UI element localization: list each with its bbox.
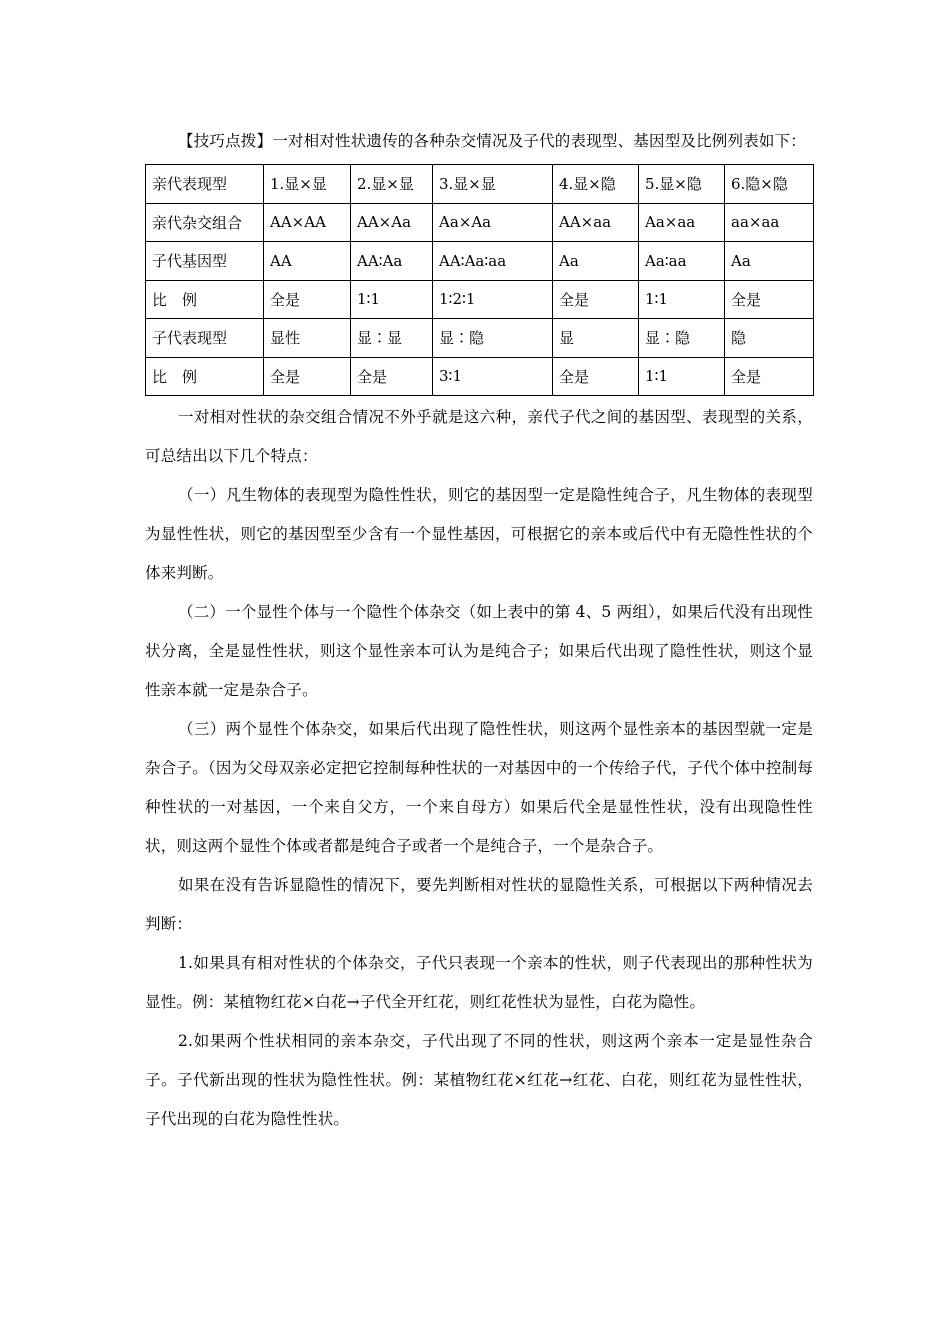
summary-paragraph: 一对相对性状的杂交组合情况不外乎就是这六种，亲代子代之间的基因型、表现型的关系，可总结出以下几个特点： [145,408,813,465]
table-cell: 1∶2∶1 [433,280,553,319]
genotype-table [145,164,814,396]
table-cell: 1.显×显 [264,165,351,204]
table-cell: 隐 [725,319,814,358]
table-cell: 全是 [264,357,351,396]
table-cell: 5.显×隐 [639,165,725,204]
rule-one-paragraph: 1.如果具有相对性状的个体杂交，子代只表现一个亲本的性状，则子代表现出的那种性状为显性。例：某植物红花×白花→子代全开红花，则红花性状为显性，白花为隐性。 [145,954,813,1011]
judgment-intro-paragraph: 如果在没有告诉显隐性的情况下，要先判断相对性状的显隐性关系，可根据以下两种情况去判断： [145,876,813,933]
table-cell: 3∶1 [433,357,553,396]
table-row [146,319,814,358]
table-row [146,242,814,281]
table-cell: AA [264,242,351,281]
table-cell: 1∶1 [639,357,725,396]
table-cell: 3.显×显 [433,165,553,204]
row-header-cell: 亲代表现型 [146,165,264,204]
document-page [145,0,813,1139]
table-cell: 显∶隐 [433,319,553,358]
row-header-cell: 亲代杂交组合 [146,203,264,242]
row-header-cell: 比 例 [146,280,264,319]
table-row [146,280,814,319]
table-cell: 显∶隐 [639,319,725,358]
table-row [146,357,814,396]
table-cell: 全是 [725,357,814,396]
table-cell: 全是 [725,280,814,319]
table-cell: 1∶1 [639,280,725,319]
feature-one-paragraph: （一）凡生物体的表现型为隐性性状，则它的基因型一定是隐性纯合子，凡生物体的表现型为显性性状，则它的基因型至少含有一个显性基因，可根据它的亲本或后代中有无隐性性状的个体来判断。 [145,486,813,582]
table-cell: Aa [553,242,639,281]
table-cell: 4.显×隐 [553,165,639,204]
table-cell: 全是 [264,280,351,319]
row-header-cell: 子代基因型 [146,242,264,281]
row-header-cell: 比 例 [146,357,264,396]
intro-paragraph: 【技巧点拨】一对相对性状遗传的各种杂交情况及子代的表现型、基因型及比例列表如下： [178,132,807,150]
table-cell: 全是 [553,357,639,396]
table-cell: 全是 [351,357,433,396]
table-cell: aa×aa [725,203,814,242]
table-cell: AA×Aa [351,203,433,242]
table-cell: 全是 [553,280,639,319]
table-cell: 6.隐×隐 [725,165,814,204]
feature-three-paragraph: （三）两个显性个体杂交，如果后代出现了隐性性状，则这两个显性亲本的基因型就一定是杂合子。（因为父母双亲必定把它控制每种性状的一对基因中的一个传给子代，子代个体中控制每种性状的一对基因，一个来自父方，一个来自母方）如果后代全是显性性状，没有出现隐性性状，则这两个显性个体或者都是纯合子或者一个是纯合子，一个是杂合子。 [145,720,813,855]
row-header-cell: 子代表现型 [146,319,264,358]
rule-two-paragraph: 2.如果两个性状相同的亲本杂交，子代出现了不同的性状，则这两个亲本一定是显性杂合子。子代新出现的性状为隐性性状。例：某植物红花×红花→红花、白花，则红花为显性性状，子代出现的白花为隐性性状。 [145,1032,813,1128]
table-cell: Aa∶aa [639,242,725,281]
table-cell: Aa×aa [639,203,725,242]
table-cell: 2.显×显 [351,165,433,204]
table-row [146,165,814,204]
table-cell: 显性 [264,319,351,358]
table-cell: 显∶显 [351,319,433,358]
feature-two-paragraph: （二）一个显性个体与一个隐性个体杂交（如上表中的第 4、5 两组），如果后代没有出现性状分离，全是显性性状，则这个显性亲本可认为是纯合子；如果后代出现了隐性性状，则这个显性亲本就一定是杂合子。 [145,603,813,699]
table-cell: AA×AA [264,203,351,242]
table-cell: AA∶Aa [351,242,433,281]
table-cell: 1∶1 [351,280,433,319]
table-cell: 显 [553,319,639,358]
table-cell: Aa×Aa [433,203,553,242]
table-row [146,203,814,242]
table-cell: AA×aa [553,203,639,242]
table-cell: AA∶Aa∶aa [433,242,553,281]
table-cell: Aa [725,242,814,281]
